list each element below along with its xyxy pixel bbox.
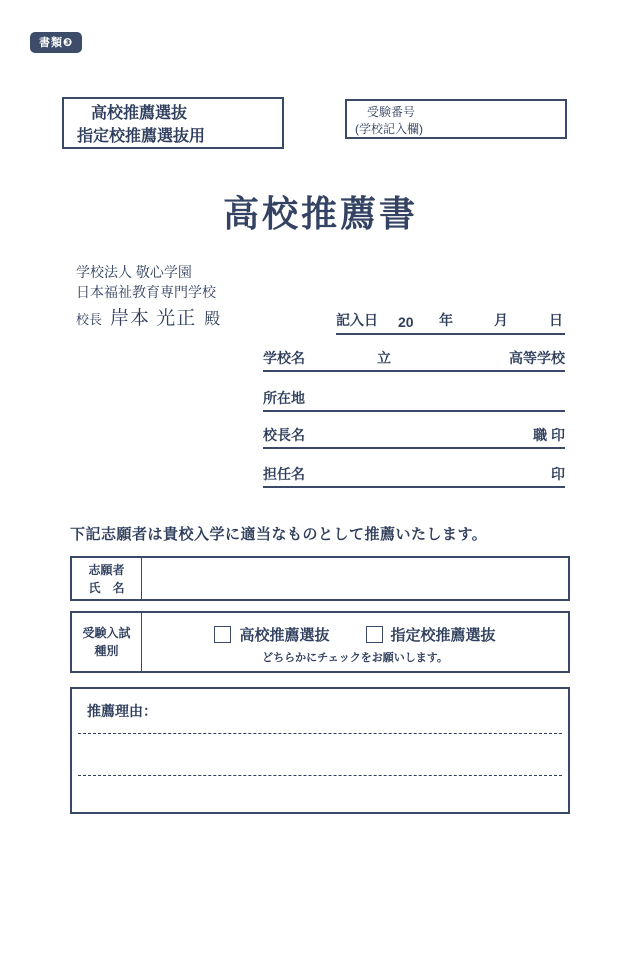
applicant-label-line1: 志願者 [88,562,125,577]
exam-type-checkbox-row [202,624,507,645]
exam-type-label-line1: 受験入試 [82,626,131,640]
teacher-seal-label: 印 [551,466,565,482]
school-name-suffix: 高等学校 [509,350,565,366]
page-title: 高校推薦書 [222,193,418,234]
applicant-name-box [70,556,570,601]
checkbox-koko-suisen-label: 高校推薦選抜 [239,626,330,644]
exam-number-note: (学校記入欄) [355,121,423,136]
addressee-school: 日本福祉教育専門学校 [76,284,216,301]
reason-writing-guideline-1 [78,733,562,734]
principal-seal-label: 職 印 [533,427,565,443]
principal-title: 校長 [76,311,103,327]
selection-category-line1: 高校推薦選抜 [91,105,188,122]
addressee-principal [76,305,220,333]
entry-date-label: 記入日 [336,312,378,328]
checkbox-shiteiko-suisen-label: 指定校推薦選抜 [390,626,496,644]
checkbox-instruction-note: どちらかにチェックをお願いします。 [262,651,448,664]
reason-writing-guideline-2 [78,775,562,776]
exam-number-label: 受験番号 [367,105,416,119]
school-address-label: 所在地 [263,390,305,406]
entry-date-day-suffix: 日 [549,312,563,328]
addressee-block [76,262,220,332]
addressee-corporation: 学校法人 敬心学園 [76,264,192,280]
option-shiteiko-suisen [366,624,496,645]
option-koko-suisen [214,624,329,645]
exam-number-box[interactable] [345,99,567,139]
principal-honorific: 殿 [204,310,221,328]
principal-name: 岸本 光正 [110,307,197,329]
homeroom-teacher-field[interactable] [263,466,565,488]
applicant-name-input[interactable] [142,558,568,599]
exam-type-options [142,613,568,671]
entry-date-field[interactable] [336,312,565,335]
principal-name-label: 校長名 [263,427,305,443]
homeroom-teacher-label: 担任名 [263,466,305,482]
checkbox-koko-suisen[interactable] [214,626,231,643]
document-number-badge: 書類❸ [30,32,82,53]
entry-date-century: 20 [398,314,414,330]
recommendation-reason-label: 推薦理由： [87,703,157,719]
entry-date-month-suffix: 月 [494,312,508,328]
applicant-label-line2: 氏 名 [88,580,125,595]
school-name-field[interactable] [263,350,565,372]
exam-type-label-line2: 種別 [94,644,119,658]
selection-category-box [62,97,284,149]
checkbox-shiteiko-suisen[interactable] [366,626,383,643]
exam-type-label-cell [72,613,142,671]
selection-category-line2: 指定校推薦選抜用 [77,128,206,146]
school-name-ritsu: 立 [377,350,391,366]
school-address-field[interactable] [263,390,565,412]
recommendation-statement: 下記志願者は貴校入学に適当なものとして推薦いたします。 [70,526,488,543]
applicant-label-cell [72,558,142,599]
principal-name-field[interactable] [263,427,565,449]
recommendation-reason-box[interactable] [70,687,570,814]
entry-date-year-suffix: 年 [439,312,453,328]
school-name-label: 学校名 [263,350,305,366]
exam-type-box [70,611,570,673]
